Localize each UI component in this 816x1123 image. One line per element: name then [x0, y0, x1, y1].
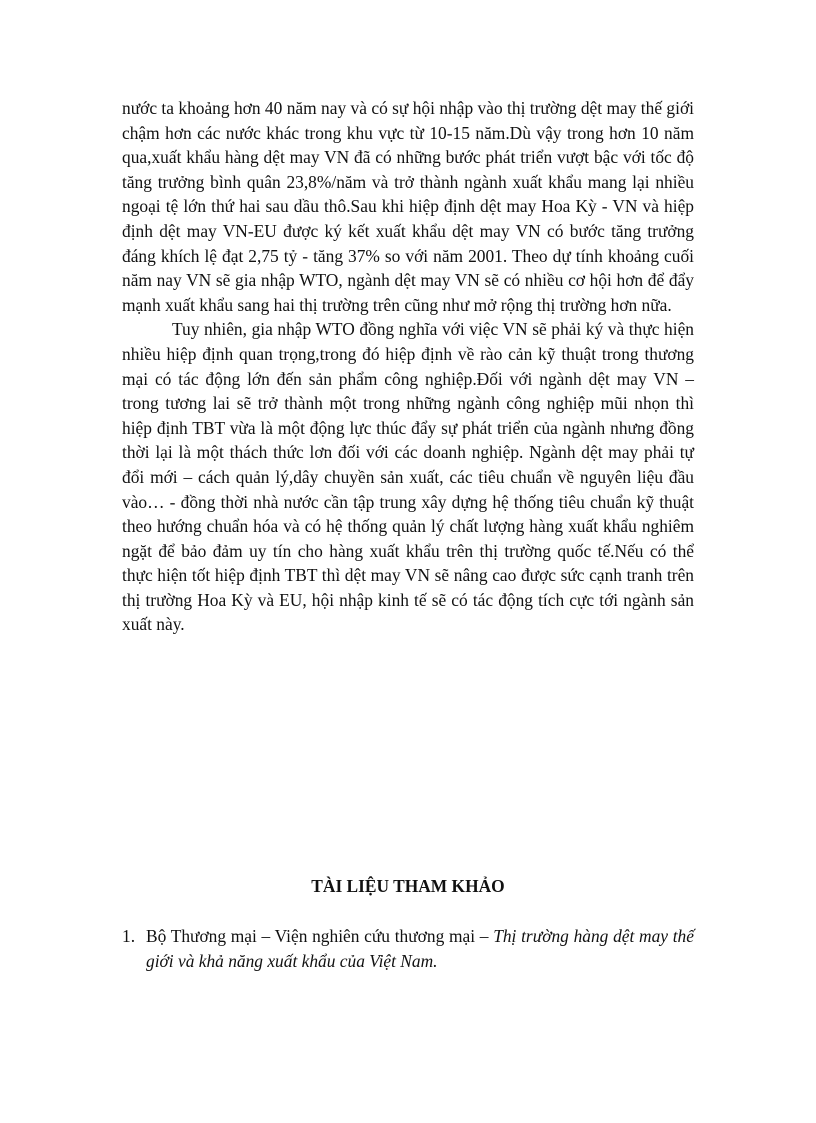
reference-number: 1. [122, 926, 136, 946]
references-list [122, 924, 694, 973]
paragraph: Tuy nhiên, gia nhập WTO đồng nghĩa với việc VN sẽ phải ký và thực hiện nhiều hiệp định quan trọng,trong đó hiệp định về rào cản kỹ thuật trong thương mại có tác động lớn đến sản phẩm công nghiệp.Đối với ngành dệt may VN – trong tương lai sẽ trở thành một trong những ngành công nghiệp mũi nhọn thì hiệp định TBT vừa là một động lực thúc đẩy sự phát triển của ngành nhưng đồng thời lại là một thách thức lơn đối với các doanh nghiệp. Ngành dệt may phải tự đổi mới – cách quản lý,dây chuyền sản xuất, các tiêu chuẩn về nguyên liệu đầu vào… - đồng thời nhà nước cần tập trung xây dựng hệ thống tiêu chuẩn kỹ thuật theo hướng chuẩn hóa và có hệ thống quản lý chất lượng hàng xuất khẩu nghiêm ngặt để bảo đảm uy tín cho hàng xuất khẩu trên thị trường quốc tế.Nếu có thể thực hiện tốt hiệp định TBT thì dệt may VN sẽ nâng cao được sức cạnh tranh trên thị trường Hoa Kỳ và EU, hội nhập kinh tế sẽ có tác động tích cực tới ngành sản xuất này. [122, 319, 694, 635]
body-text [122, 96, 694, 637]
reference-title: Thị trường hàng dệt may thế giới và khả năng xuất khẩu của Việt Nam. [146, 926, 694, 971]
paragraph-continued: nước ta khoảng hơn 40 năm nay và có sự hội nhập vào thị trường dệt may thế giới chậm hơn các nước khác trong khu vực từ 10-15 năm.Dù vậy trong hơn 10 năm qua,xuất khẩu hàng dệt may VN đã có những bước phát triển vượt bậc với tốc độ tăng trưởng bình quân 23,8%/năm và trở thành ngành xuất khẩu mang lại nhiều ngoại tệ lớn thứ hai sau dầu thô.Sau khi hiệp định dệt may Hoa Kỳ - VN và hiệp định dệt may VN-EU được ký kết xuất khẩu dệt may VN có bước tăng trưởng đáng khích lệ đạt 2,75 tỷ - tăng 37% so với năm 2001. Theo dự tính khoảng cuối năm nay VN sẽ gia nhập WTO, ngành dệt may VN sẽ có nhiều cơ hội hơn để đẩy mạnh xuất khẩu sang hai thị trường trên cũng như mở rộng thị trường hơn nữa. [122, 98, 694, 315]
reference-source: Bộ Thương mại – Viện nghiên cứu thương mại – [146, 926, 494, 946]
references-heading: TÀI LIỆU THAM KHẢO [311, 876, 505, 896]
reference-item [122, 924, 694, 973]
